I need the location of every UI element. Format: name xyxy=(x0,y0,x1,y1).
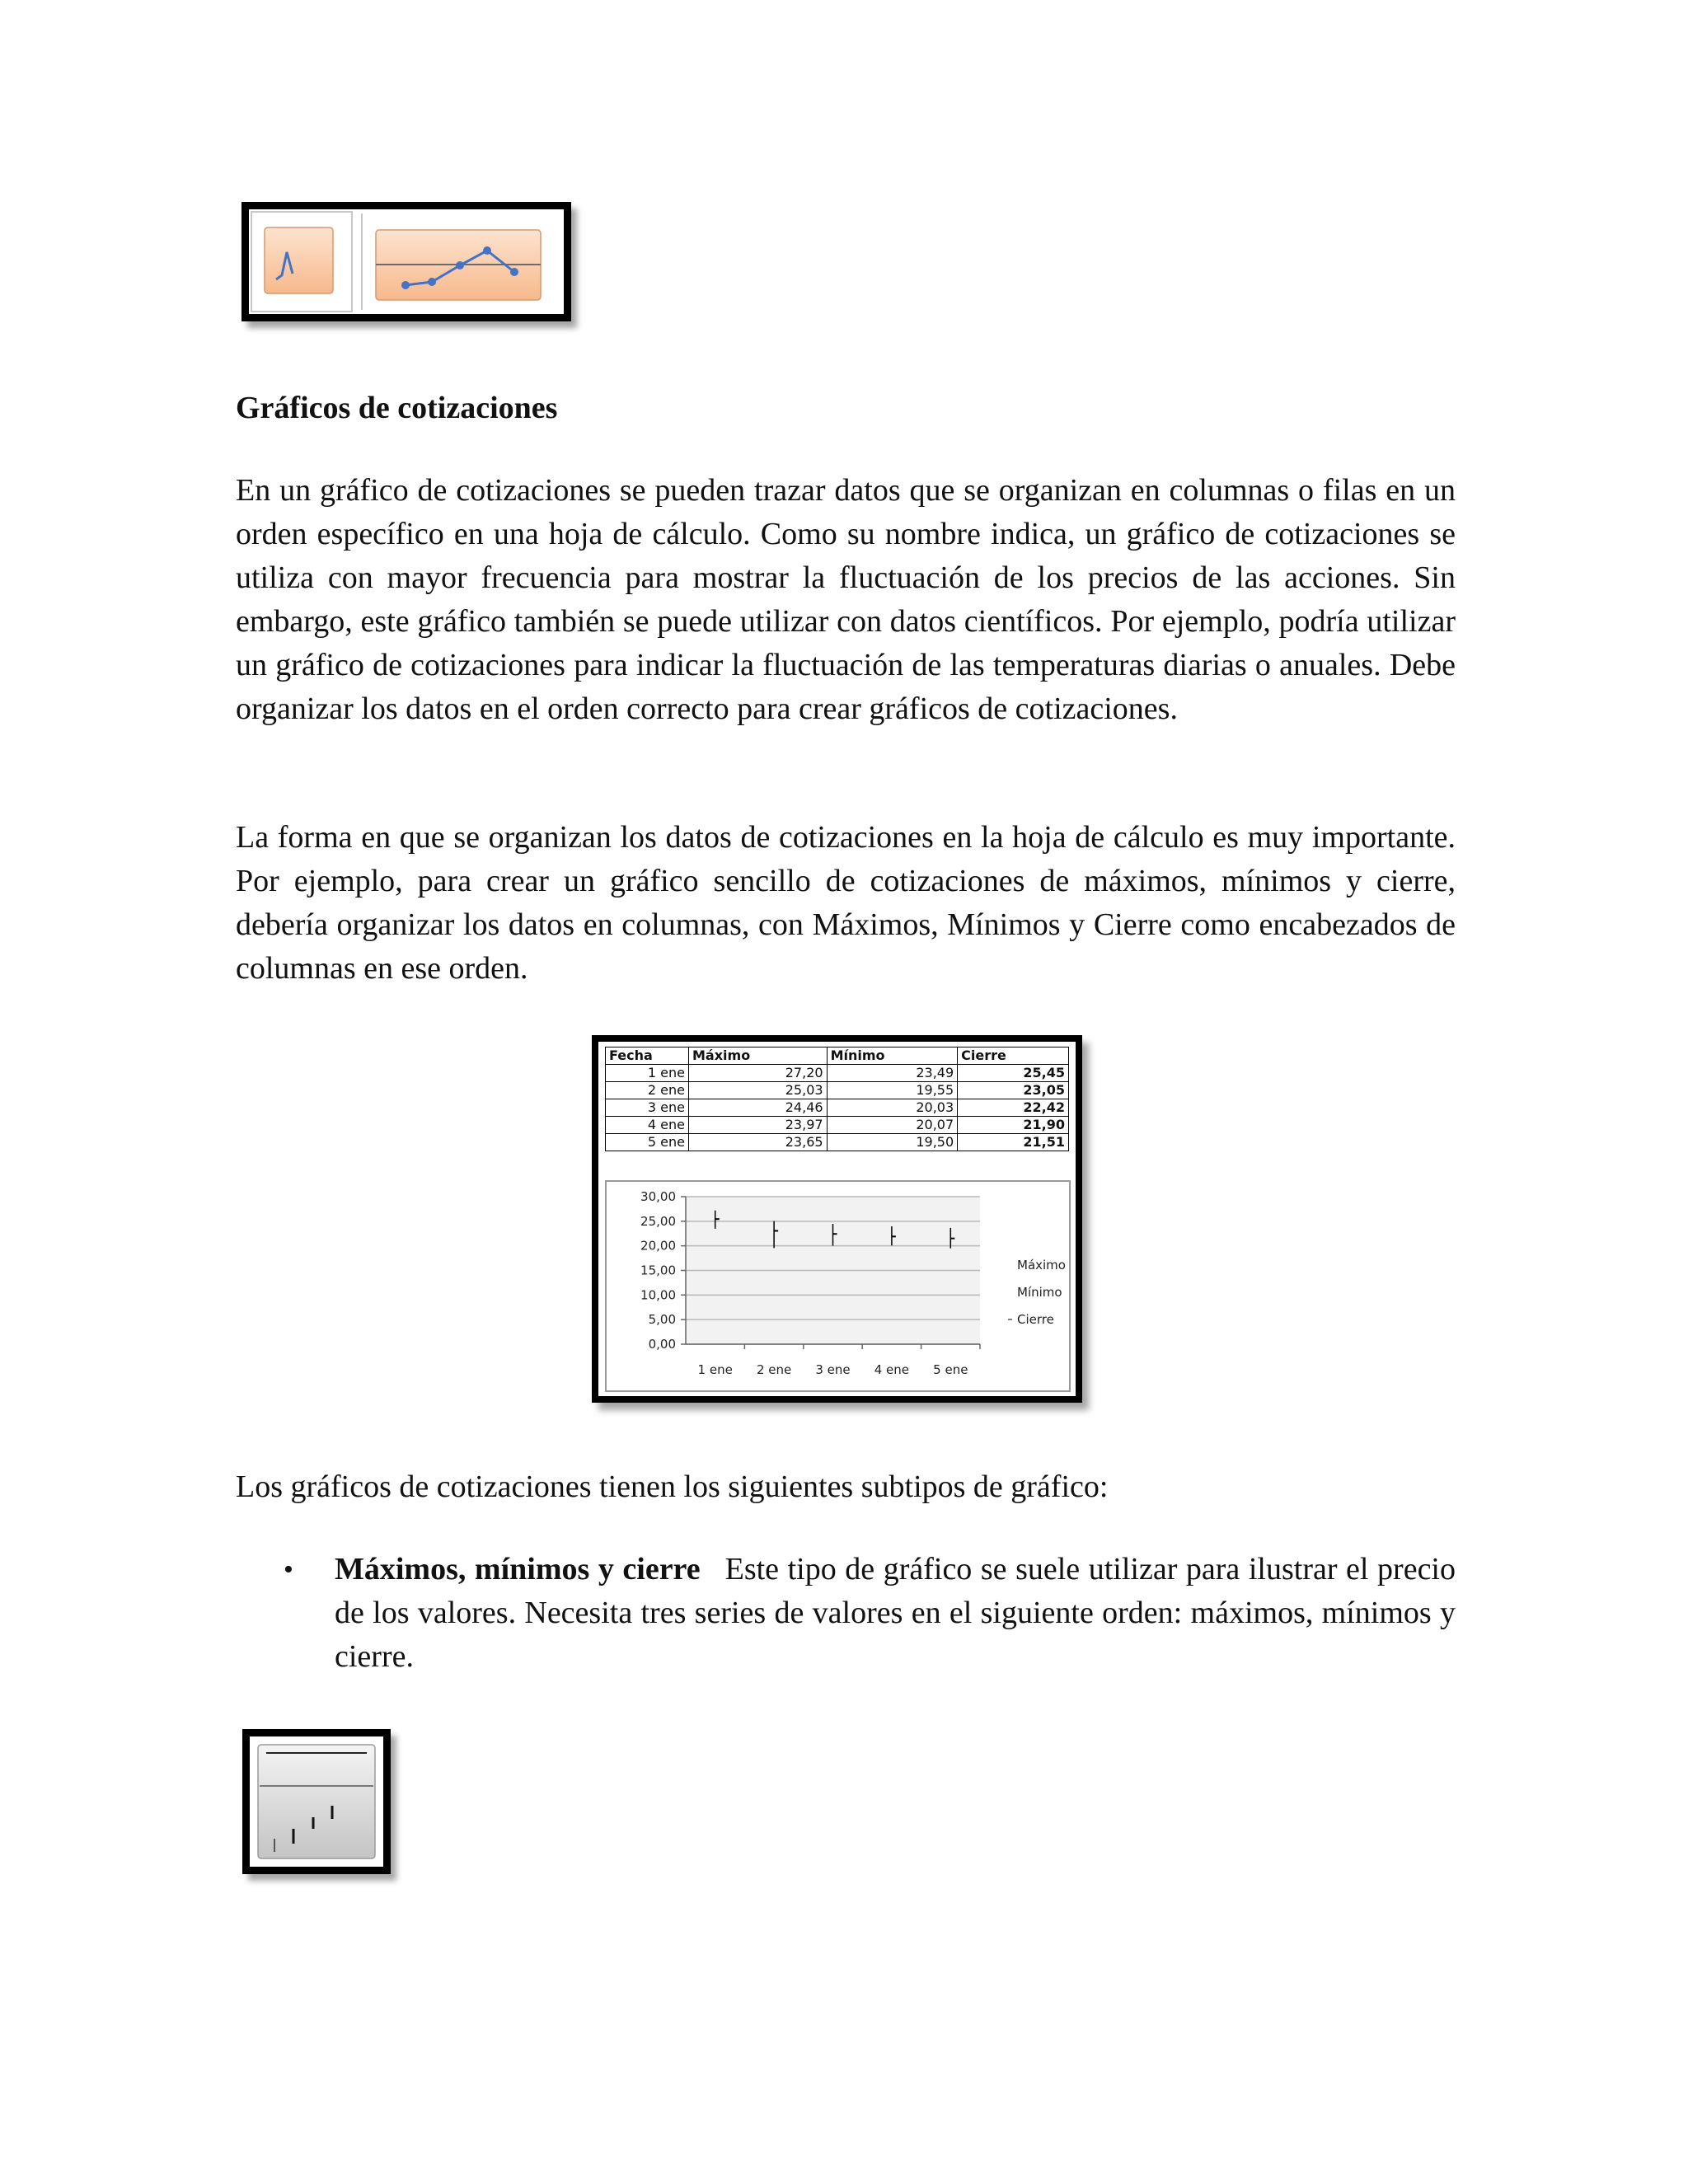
stock-data-table xyxy=(605,1047,1069,1151)
x-tick-label: 3 ene xyxy=(815,1362,851,1377)
table-row xyxy=(606,1099,1069,1117)
table-cell: 23,05 xyxy=(958,1082,1069,1099)
stock-thumbnail-icon xyxy=(265,227,333,293)
paragraph-subtypes: Los gráficos de cotizaciones tienen los siguientes subtipos de gráfico: xyxy=(236,1469,1109,1504)
table-cell: 4 ene xyxy=(606,1117,689,1134)
column-header: Mínimo xyxy=(827,1047,958,1065)
legend-label: Máximo xyxy=(1017,1258,1066,1272)
table-cell: 21,51 xyxy=(958,1134,1069,1151)
table-cell: 23,97 xyxy=(689,1117,828,1134)
subtype-list xyxy=(236,1548,1456,1679)
table-row xyxy=(606,1065,1069,1082)
paragraph-intro: En un gráfico de cotizaciones se pueden trazar datos que se organizan en columnas o filas en un orden específico en una hoja de cálculo. Como su nombre indica, un gráfico de cotizaciones se utiliza con mayor frecuencia para mostrar la fluctuación de los precios de las acciones. Sin embargo, este gráfico también se puede utilizar con datos científicos. Por ejemplo, podría utilizar un gráfico de cotizaciones para indicar la fluctuación de las temperaturas diarias o anuales. Debe organizar los datos en el orden correcto para crear gráficos de cotizaciones. xyxy=(236,473,1456,726)
table-cell: 23,65 xyxy=(689,1134,828,1151)
table-row xyxy=(606,1134,1069,1151)
y-tick-label: 10,00 xyxy=(640,1287,676,1303)
column-header: Cierre xyxy=(958,1047,1069,1065)
y-tick-label: 20,00 xyxy=(640,1238,676,1254)
line-thumbnail-icon xyxy=(376,230,541,300)
table-header-row xyxy=(606,1047,1069,1065)
x-tick-label: 2 ene xyxy=(756,1362,792,1377)
table-cell: 5 ene xyxy=(606,1134,689,1151)
x-tick-label: 1 ene xyxy=(697,1362,733,1377)
table-row xyxy=(606,1082,1069,1099)
table-cell: 3 ene xyxy=(606,1099,689,1117)
thumbnail-strip xyxy=(249,209,564,314)
column-header: Fecha xyxy=(606,1047,689,1065)
column-header: Máximo xyxy=(689,1047,828,1065)
table-cell: 20,03 xyxy=(827,1099,958,1117)
x-tick-label: 5 ene xyxy=(933,1362,968,1377)
y-tick-label: 30,00 xyxy=(640,1189,676,1204)
table-cell: 20,07 xyxy=(827,1117,958,1134)
table-cell: 25,03 xyxy=(689,1082,828,1099)
stock-chart-figure xyxy=(592,1035,1082,1403)
paragraph-organization: La forma en que se organizan los datos de cotizaciones en la hoja de cálculo es muy importante. Por ejemplo, para crear un gráfico sencillo de cotizaciones de máximos, mínimos y cierre, debería organizar los datos en columnas, con Máximos, Mínimos y Cierre como encabezados de columnas en ese orden. xyxy=(236,820,1456,986)
table-cell: 2 ene xyxy=(606,1082,689,1099)
high-low-close-subtype-icon xyxy=(242,1729,391,1874)
y-tick-label: 25,00 xyxy=(640,1213,676,1229)
table-row xyxy=(606,1117,1069,1134)
subtype-description: Este tipo de gráfico se suele utilizar para ilustrar el precio de los valores. Necesita tres series de valores en el siguiente orden: máximos, mínimos y cierre. xyxy=(335,1552,1456,1674)
table-cell: 24,46 xyxy=(689,1099,828,1117)
list-item xyxy=(236,1548,1456,1679)
table-cell: 22,42 xyxy=(958,1099,1069,1117)
table-cell: 19,55 xyxy=(827,1082,958,1099)
table-cell: 27,20 xyxy=(689,1065,828,1082)
legend-label: Cierre xyxy=(1017,1312,1054,1327)
section-heading: Gráficos de cotizaciones xyxy=(236,391,558,425)
table-cell: 19,50 xyxy=(827,1134,958,1151)
y-tick-label: 0,00 xyxy=(648,1337,676,1352)
chart-type-thumbnails xyxy=(241,202,571,321)
subtype-term: Máximos, mínimos y cierre xyxy=(335,1552,701,1586)
y-tick-label: 5,00 xyxy=(648,1312,676,1328)
table-cell: 25,45 xyxy=(958,1065,1069,1082)
legend-label: Mínimo xyxy=(1017,1285,1062,1300)
y-tick-label: 15,00 xyxy=(640,1263,676,1278)
table-cell: 1 ene xyxy=(606,1065,689,1082)
x-tick-label: 4 ene xyxy=(874,1362,910,1377)
table-cell: 21,90 xyxy=(958,1117,1069,1134)
stock-chart xyxy=(605,1180,1071,1392)
bullet-marker: • xyxy=(284,1554,293,1585)
table-cell: 23,49 xyxy=(827,1065,958,1082)
